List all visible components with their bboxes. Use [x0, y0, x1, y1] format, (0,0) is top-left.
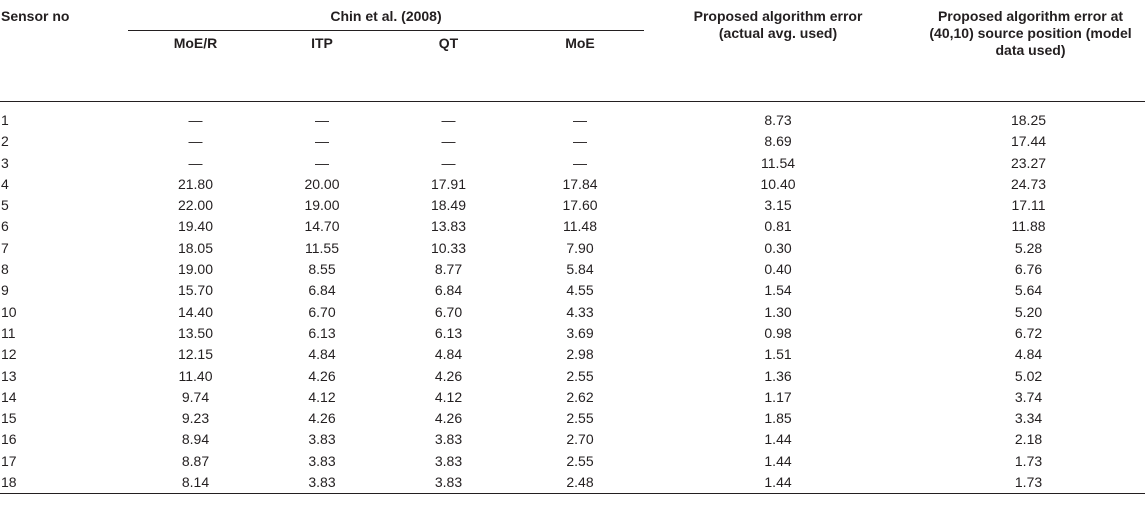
- cell-qt: 3.83: [434, 452, 463, 469]
- cell-qt: —: [441, 112, 456, 128]
- cell-qt: 4.84: [434, 346, 463, 363]
- cell-qt: 13.83: [430, 218, 467, 235]
- cell-moe-r: 9.23: [181, 410, 210, 427]
- cell-proposed-model: 1.73: [1014, 452, 1043, 469]
- cell-proposed-model: 5.20: [1014, 303, 1043, 320]
- cell-proposed-model: 17.44: [1010, 133, 1047, 150]
- cell-moe-r: 15.70: [177, 282, 214, 299]
- cell-moe: —: [573, 133, 587, 150]
- cell-proposed-actual: 1.54: [764, 282, 792, 299]
- table-row: [0, 387, 1145, 408]
- table-row: [0, 174, 1145, 195]
- table-row: [0, 216, 1145, 237]
- cell-proposed-model: 24.73: [1010, 175, 1047, 192]
- cell-qt: 6.13: [434, 324, 463, 341]
- cell-proposed-model: 1.73: [912, 472, 1145, 494]
- cell-moe-r: 8.94: [181, 431, 210, 448]
- cell-sensor-no: 12: [1, 346, 17, 363]
- cell-proposed-actual: 0.81: [764, 218, 792, 235]
- table-row: [0, 153, 1145, 174]
- cell-qt: 3.83: [381, 472, 516, 494]
- cell-proposed-actual: 1.85: [764, 410, 792, 427]
- cell-proposed-actual: 11.54: [761, 154, 796, 171]
- table-row: [0, 238, 1145, 259]
- cell-moe-r: 8.87: [181, 452, 210, 469]
- cell-moe-r: 19.40: [177, 218, 214, 235]
- header-sensor-no: Sensor no: [0, 0, 128, 102]
- cell-itp: 19.00: [304, 197, 340, 214]
- cell-moe: 2.55: [566, 452, 594, 469]
- cell-proposed-model: 5.02: [1014, 367, 1043, 384]
- cell-proposed-model: 3.34: [1014, 410, 1043, 427]
- cell-proposed-actual: 0.30: [764, 239, 792, 256]
- cell-proposed-actual: 1.44: [764, 452, 792, 469]
- header-qt: QT: [381, 31, 516, 102]
- table-row: [0, 302, 1145, 323]
- cell-moe-r: 13.50: [177, 324, 214, 341]
- cell-qt: —: [441, 133, 456, 150]
- cell-moe-r: —: [188, 154, 203, 171]
- cell-itp: 4.26: [308, 410, 336, 427]
- cell-proposed-model: 6.72: [1014, 324, 1043, 341]
- header-moe: MoE: [516, 31, 644, 102]
- cell-qt: 6.84: [434, 282, 463, 299]
- cell-proposed-actual: 1.51: [764, 346, 792, 363]
- cell-moe-r: 12.15: [177, 346, 214, 363]
- cell-sensor-no: 1: [1, 112, 9, 128]
- cell-itp: 4.26: [308, 367, 336, 384]
- cell-sensor-no: 5: [1, 197, 9, 214]
- cell-proposed-model: 3.74: [1014, 388, 1043, 405]
- cell-proposed-model: 17.11: [1011, 197, 1046, 214]
- cell-proposed-actual: 10.40: [760, 175, 796, 192]
- cell-proposed-actual: 3.15: [764, 197, 792, 214]
- cell-moe-r: —: [188, 112, 203, 128]
- cell-proposed-model: 11.88: [1011, 218, 1046, 235]
- cell-proposed-actual: 1.44: [764, 431, 792, 448]
- cell-proposed-actual: 8.73: [764, 112, 792, 128]
- cell-moe: 2.98: [566, 346, 594, 363]
- table-body: [0, 102, 1145, 494]
- cell-proposed-actual: 8.69: [764, 133, 792, 150]
- table-row: [0, 110, 1145, 131]
- cell-itp: —: [315, 133, 329, 150]
- cell-itp: —: [315, 154, 329, 171]
- cell-sensor-no: 4: [1, 175, 9, 192]
- header-moe-r: MoE/R: [128, 31, 263, 102]
- cell-qt: 8.77: [434, 261, 463, 278]
- cell-sensor-no: 9: [1, 282, 9, 299]
- cell-itp: 11.55: [305, 239, 339, 256]
- cell-sensor-no: 14: [1, 388, 17, 405]
- cell-moe: 2.48: [516, 472, 644, 494]
- cell-moe: 7.90: [566, 239, 594, 256]
- cell-itp: 14.70: [304, 218, 340, 235]
- cell-itp: 3.83: [308, 452, 336, 469]
- table-row: [0, 366, 1145, 387]
- cell-qt: 3.83: [434, 431, 463, 448]
- table-row: [0, 408, 1145, 429]
- cell-proposed-model: 5.64: [1014, 282, 1043, 299]
- table-row: [0, 323, 1145, 344]
- cell-proposed-actual: 1.36: [764, 367, 792, 384]
- cell-sensor-no: 13: [1, 367, 17, 384]
- table-row: [0, 472, 1145, 494]
- cell-moe: 2.55: [566, 410, 594, 427]
- cell-moe: 2.62: [566, 388, 594, 405]
- cell-qt: 4.12: [434, 388, 463, 405]
- cell-proposed-model: 5.28: [1014, 239, 1043, 256]
- cell-itp: 4.12: [308, 388, 336, 405]
- header-proposed-actual: Proposed algorithm error (actual avg. used): [644, 0, 912, 102]
- cell-proposed-model: 4.84: [1014, 346, 1043, 363]
- cell-sensor-no: 8: [1, 261, 9, 278]
- cell-sensor-no: 18: [0, 472, 128, 494]
- header-chin-group: Chin et al. (2008): [128, 0, 644, 31]
- cell-moe-r: 11.40: [178, 367, 213, 384]
- cell-sensor-no: 15: [1, 410, 17, 427]
- cell-proposed-actual: 1.44: [644, 472, 912, 494]
- table-row: [0, 259, 1145, 280]
- cell-moe: 17.60: [562, 197, 598, 214]
- cell-moe-r: 19.00: [177, 261, 214, 278]
- cell-qt: 17.91: [430, 175, 467, 192]
- cell-moe-r: 22.00: [177, 197, 214, 214]
- cell-moe: —: [573, 112, 587, 128]
- cell-moe: 3.69: [566, 324, 594, 341]
- header-proposed-model: Proposed algorithm error at (40,10) source position (model data used): [912, 0, 1145, 102]
- cell-moe: 5.84: [566, 261, 594, 278]
- cell-moe: 17.84: [562, 175, 598, 192]
- cell-sensor-no: 7: [1, 239, 9, 256]
- cell-itp: 6.13: [308, 324, 336, 341]
- cell-itp: 6.84: [308, 282, 336, 299]
- header-itp: ITP: [263, 31, 381, 102]
- cell-qt: 4.26: [434, 367, 463, 384]
- cell-moe-r: 18.05: [177, 239, 214, 256]
- cell-sensor-no: 11: [1, 324, 16, 341]
- cell-itp: 4.84: [308, 346, 336, 363]
- cell-moe-r: 8.14: [128, 472, 263, 494]
- table-row: [0, 195, 1145, 216]
- cell-moe-r: —: [188, 133, 203, 150]
- cell-qt: 10.33: [430, 239, 467, 256]
- cell-moe: 4.33: [566, 303, 594, 320]
- cell-moe: 4.55: [566, 282, 594, 299]
- cell-moe: 11.48: [563, 218, 597, 235]
- cell-moe: 2.55: [566, 367, 594, 384]
- cell-moe: 2.70: [566, 431, 594, 448]
- cell-qt: 4.26: [434, 410, 463, 427]
- cell-qt: —: [441, 154, 456, 171]
- cell-proposed-actual: 0.40: [764, 261, 792, 278]
- cell-proposed-actual: 0.98: [764, 324, 792, 341]
- header-spacer: [0, 102, 1145, 111]
- cell-moe-r: 21.80: [177, 175, 214, 192]
- cell-proposed-actual: 1.30: [764, 303, 792, 320]
- cell-itp: 3.83: [308, 431, 336, 448]
- table-row: [0, 451, 1145, 472]
- cell-itp: 20.00: [304, 175, 340, 192]
- table-row: [0, 280, 1145, 301]
- cell-sensor-no: 3: [1, 154, 9, 171]
- cell-moe: —: [573, 154, 587, 171]
- cell-itp: —: [315, 112, 329, 128]
- table-row: [0, 131, 1145, 152]
- cell-proposed-model: 23.27: [1010, 154, 1047, 171]
- cell-proposed-model: 18.25: [1010, 112, 1047, 128]
- table-row: [0, 344, 1145, 365]
- cell-itp: 6.70: [308, 303, 336, 320]
- cell-sensor-no: 2: [1, 133, 9, 150]
- cell-qt: 6.70: [434, 303, 463, 320]
- cell-itp: 8.55: [308, 261, 336, 278]
- cell-sensor-no: 10: [1, 303, 17, 320]
- cell-moe-r: 9.74: [181, 388, 210, 405]
- cell-moe-r: 14.40: [177, 303, 214, 320]
- cell-qt: 18.49: [430, 197, 467, 214]
- table-row: [0, 429, 1145, 450]
- cell-proposed-model: 6.76: [1014, 261, 1043, 278]
- cell-sensor-no: 17: [1, 452, 17, 469]
- cell-sensor-no: 16: [1, 431, 17, 448]
- cell-sensor-no: 6: [1, 218, 9, 235]
- cell-proposed-model: 2.18: [1014, 431, 1043, 448]
- cell-itp: 3.83: [263, 472, 381, 494]
- cell-proposed-actual: 1.17: [764, 388, 792, 405]
